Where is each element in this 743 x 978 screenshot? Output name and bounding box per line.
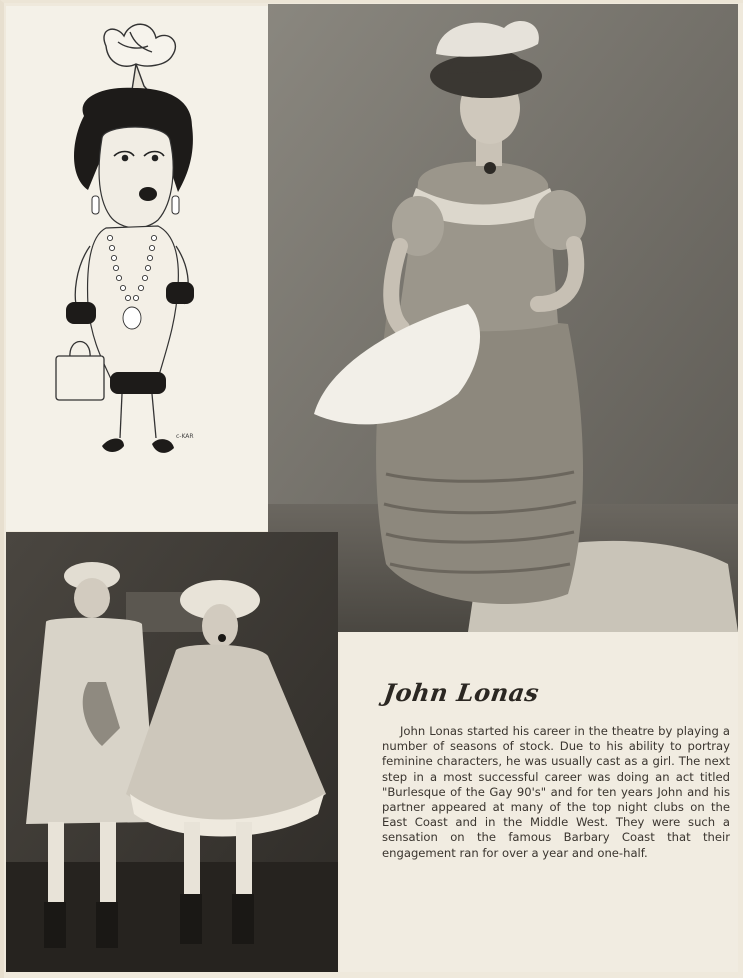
duo-photo <box>6 532 338 972</box>
caricature-face <box>99 127 173 228</box>
caricature-signature: c-KAR <box>176 433 194 440</box>
shoe-left <box>102 439 124 453</box>
caricature-mouth <box>139 187 157 201</box>
caricature-drawing <box>6 6 268 531</box>
bio-title: John Lonas <box>381 678 542 707</box>
caricature-illustration <box>6 6 268 531</box>
photo-duo-performers <box>6 532 338 972</box>
shoe-right <box>152 439 174 453</box>
photo-costume-portrait <box>268 4 738 632</box>
portrait-photo <box>268 4 738 632</box>
bio-paragraph: John Lonas started his career in the theatre by playing a number of seasons of stock. Due to his ability to portray feminine characters, he was usually cast as a girl. The next step in a most successful career was doing an act titled "Burlesque of the Gay 90's" and for ten years John and his partner appeared at many of the top night clubs on the East Coast and in the Middle West. They were such a sensation on the famous Barbary Coast that their engagement ran for over a year and one-half. <box>382 724 730 860</box>
fur-cuff-left <box>66 302 96 324</box>
fur-cuff-right <box>166 282 194 304</box>
handbag-icon <box>56 342 104 401</box>
fur-hem <box>110 372 166 394</box>
bio-panel <box>340 632 738 972</box>
